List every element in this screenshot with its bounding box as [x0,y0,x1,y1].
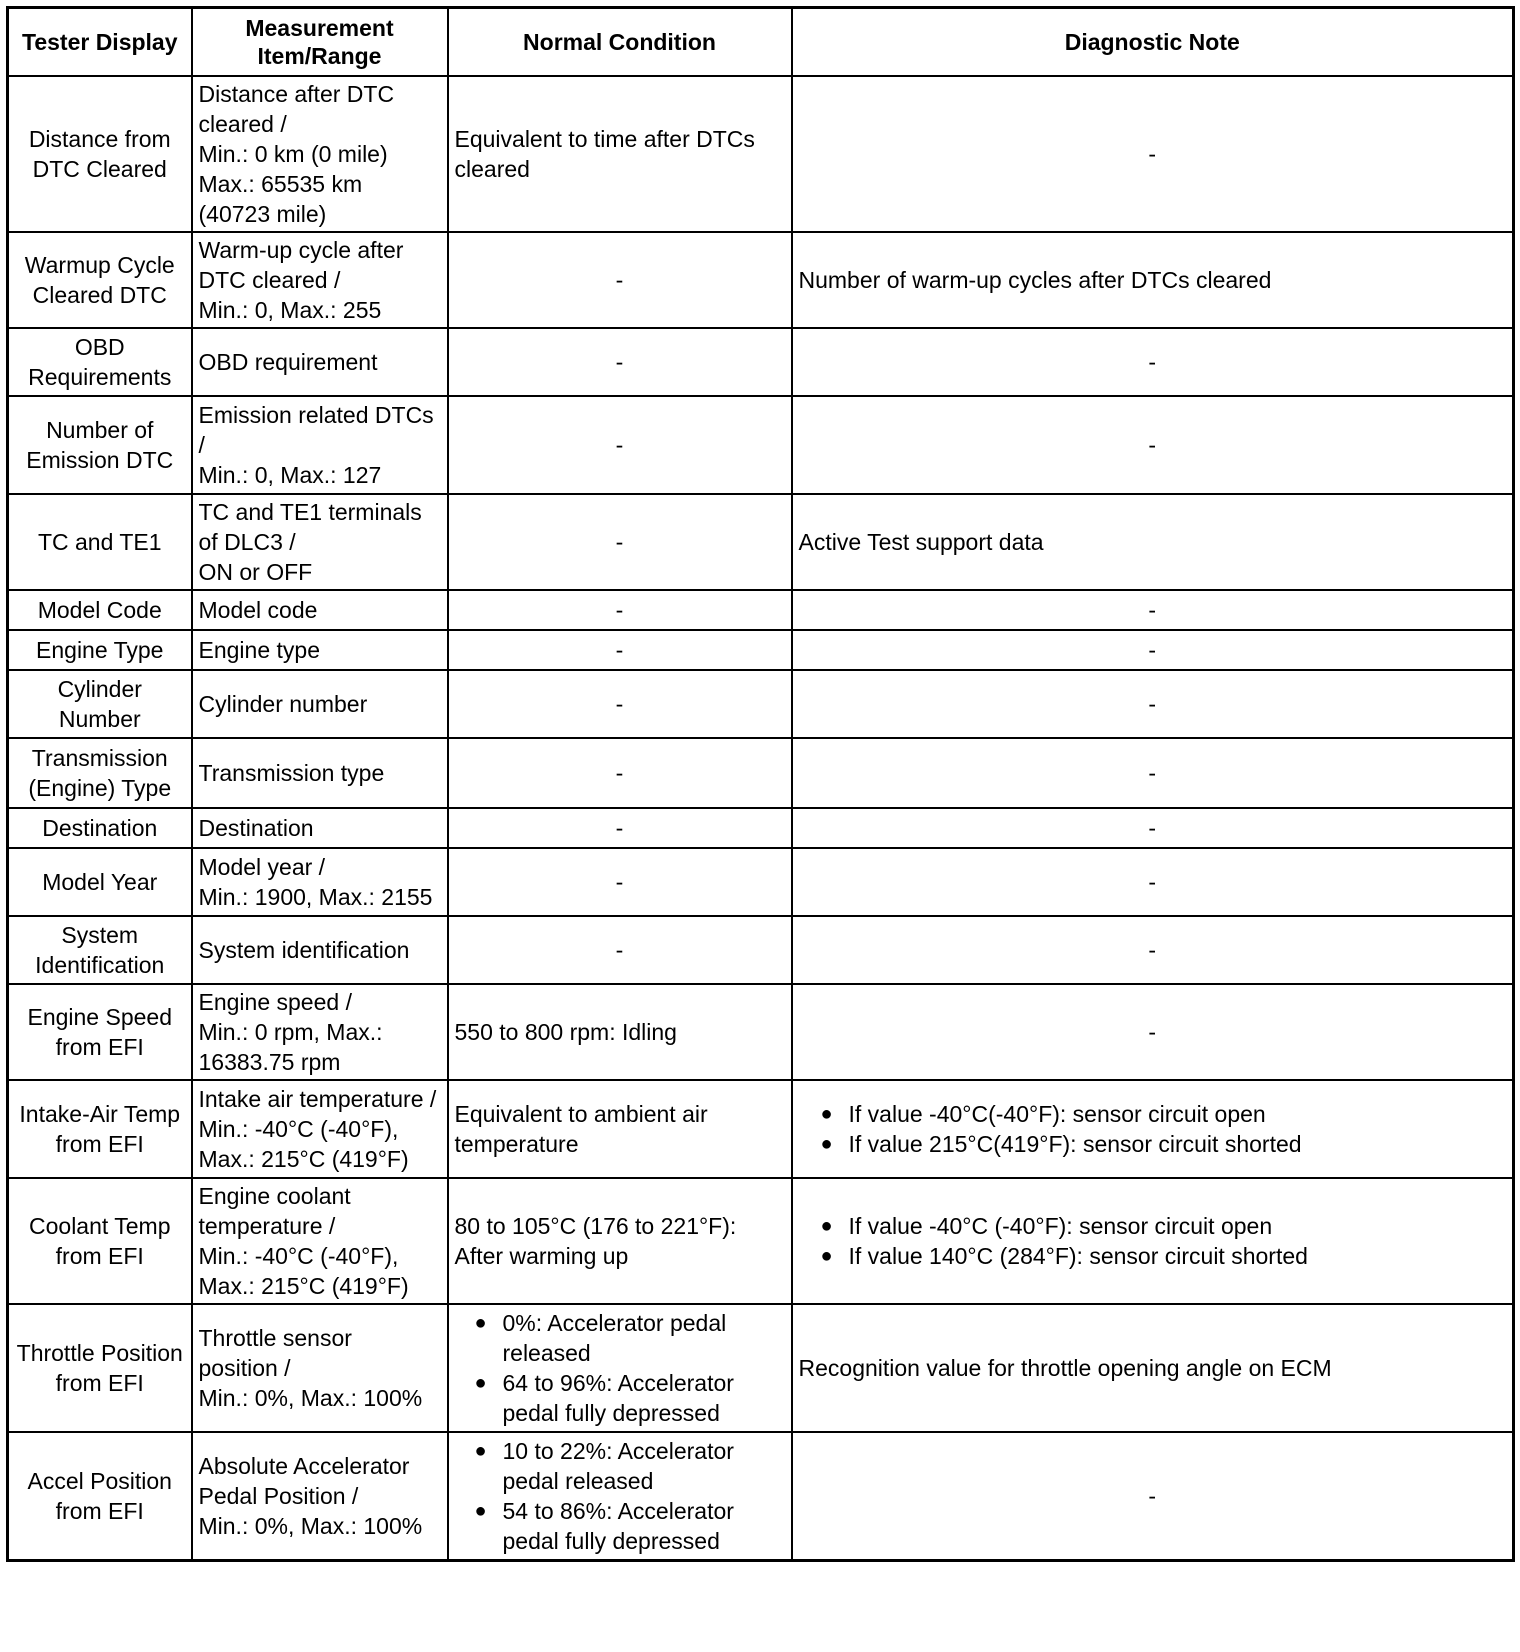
cell-line: Throttle sensor [198,1325,352,1351]
cell-tester-display [8,590,192,630]
cell-tester-display [8,328,192,396]
cell-diagnostic-note [792,590,1514,630]
cell-line: 550 to 800 rpm: Idling [454,1019,677,1045]
table-row [8,328,1514,396]
header-measurement-item [192,8,448,77]
cell-normal-condition [448,630,792,670]
cell-line: 80 to 105°C (176 to 221°F): [454,1213,737,1239]
cell-line: Engine coolant [198,1183,351,1209]
cell-line: Min.: 0%, Max.: 100% [198,1512,423,1539]
bullet-item: ● If value -40°C(-40°F): sensor circuit open [799,1099,1507,1129]
cell-diagnostic-note [792,328,1514,396]
cell-normal-condition [448,494,792,590]
table-row [8,590,1514,630]
table-row [8,630,1514,670]
cell-line: - [1148,869,1157,895]
bullet-line: pedal released [502,1467,654,1494]
cell-line: Recognition value for throttle opening angle on ECM [798,1355,1332,1381]
cell-tester-display [8,984,192,1080]
cell-line: - [1148,691,1157,717]
cell-measurement-range [192,630,448,670]
table-row [8,1304,1514,1432]
cell-line: Max.: 215°C (419°F) [198,1146,409,1172]
cell-line: - [615,432,624,458]
cell-line: Min.: 0, Max.: 255 [198,297,382,323]
cell-line: DTC Cleared [32,156,167,182]
cell-line: Number of warm-up cycles after DTCs cleared [798,267,1272,293]
cell-line: System [61,922,139,948]
cell-line: / [198,432,205,458]
cell-line: - [615,815,624,841]
cell-line: - [615,267,624,293]
table-row [8,848,1514,916]
cell-line: - [1148,1019,1157,1045]
cell-diagnostic-note [792,916,1514,984]
bullet-item: ● If value -40°C (-40°F): sensor circuit open [799,1211,1507,1241]
cell-line: from EFI [55,1034,144,1060]
bullet-line: released [502,1340,591,1366]
cell-measurement-range [192,76,448,232]
cell-tester-display [8,630,192,670]
cell-line: Engine type [198,637,320,663]
cell-tester-display [8,1080,192,1178]
table-row [8,494,1514,590]
cell-line: from EFI [55,1131,144,1157]
bullet-line: ● 64 to 96%: Accelerator [502,1370,734,1396]
bullet-line: pedal fully depressed [502,1400,720,1426]
cell-line: Intake air temperature / [198,1086,437,1112]
bullet-item [455,1368,785,1428]
cell-diagnostic-note [792,1080,1514,1178]
spec-sheet [6,6,1512,1562]
cell-normal-condition [448,1080,792,1178]
cell-tester-display [8,396,192,494]
bullet-line: ● 10 to 22%: Accelerator [502,1437,734,1464]
cell-line: Requirements [28,364,172,390]
cell-measurement-range [192,916,448,984]
cell-line: Max.: 65535 km [198,171,363,197]
cell-line: DTC cleared / [198,267,341,293]
header-row [8,8,1514,77]
cell-line: Model Year [42,869,158,895]
bullet-line: ● 54 to 86%: Accelerator [502,1497,734,1524]
cell-line: Engine speed / [198,989,352,1015]
cell-line: Destination [198,815,314,841]
cell-measurement-range [192,738,448,808]
cell-line: from EFI [55,1243,144,1269]
cell-normal-condition [448,590,792,630]
cell-diagnostic-note [792,1178,1514,1304]
cell-line: Distance from [28,126,171,152]
cell-tester-display [8,916,192,984]
cell-measurement-range [192,396,448,494]
cell-line: - [615,760,624,786]
cell-tester-display [8,1178,192,1304]
cell-line: Emission related DTCs [198,402,434,428]
cell-diagnostic-note [792,738,1514,808]
cell-measurement-range [192,590,448,630]
cell-line: Min.: 0 rpm, Max.: [198,1019,383,1045]
cell-line: ON or OFF [198,559,313,585]
cell-line: - [615,691,624,717]
cell-line: Emission DTC [26,447,174,473]
cell-line: TC and TE1 [37,529,162,555]
cell-line: Throttle Position [16,1340,183,1366]
cell-measurement-range [192,808,448,848]
header-measurement-line: Item/Range [257,43,382,69]
cell-diagnostic-note [792,848,1514,916]
data-list-table [6,6,1515,1562]
cell-line: Cylinder [57,676,142,702]
cell-line: Engine Speed [27,1004,172,1030]
table-row [8,232,1514,328]
cell-line: of DLC3 / [198,529,296,555]
bullet-list [455,1308,785,1428]
cell-line: Model Code [37,597,162,623]
cell-line: System identification [198,937,410,963]
cell-normal-condition [448,984,792,1080]
cell-diagnostic-note [792,808,1514,848]
cell-line: OBD [74,334,125,360]
cell-line: Active Test support data [798,529,1044,555]
cell-line: Transmission type [198,760,385,786]
cell-tester-display [8,1432,192,1560]
bullet-item: ● If value 215°C(419°F): sensor circuit shorted [799,1129,1507,1159]
table-body [8,76,1514,1560]
cell-diagnostic-note [792,396,1514,494]
cell-line: Min.: -40°C (-40°F), [198,1116,399,1142]
cell-measurement-range [192,1080,448,1178]
cell-normal-condition [448,1304,792,1432]
cell-line: Cleared DTC [32,282,167,308]
cell-line: Distance after DTC [198,81,395,107]
cell-diagnostic-note [792,1432,1514,1560]
cell-line: - [615,529,624,555]
table-row [8,396,1514,494]
cell-normal-condition [448,848,792,916]
cell-line: - [615,597,624,623]
cell-line: temperature / [198,1213,336,1239]
cell-line: Max.: 215°C (419°F) [198,1273,409,1299]
cell-line: Number of [46,417,154,443]
cell-measurement-range [192,848,448,916]
cell-line: temperature [454,1131,579,1157]
cell-line: OBD requirement [198,349,378,375]
cell-diagnostic-note [792,984,1514,1080]
cell-line: Destination [42,815,158,841]
cell-line: - [1148,349,1157,375]
cell-line: Intake-Air Temp [19,1101,181,1127]
cell-line: from EFI [55,1370,144,1396]
header-normal-condition: Normal Condition [448,8,792,77]
cell-diagnostic-note [792,1304,1514,1432]
cell-line: Number [58,706,141,732]
cell-measurement-range [192,1432,448,1560]
cell-tester-display [8,76,192,232]
cell-line: Transmission [31,745,168,771]
cell-line: Pedal Position / [198,1482,359,1509]
table-row [8,1178,1514,1304]
cell-measurement-range [192,670,448,738]
cell-line: - [615,869,624,895]
cell-line: - [1148,141,1157,167]
cell-line: Model code [198,597,318,623]
cell-diagnostic-note [792,670,1514,738]
cell-line: cleared [454,156,530,182]
cell-line: Identification [35,952,165,978]
cell-normal-condition [448,232,792,328]
table-row [8,984,1514,1080]
table-row [8,916,1514,984]
bullet-list [799,1099,1507,1159]
cell-diagnostic-note [792,76,1514,232]
bullet-list [799,1211,1507,1271]
cell-line: Cylinder number [198,691,368,717]
cell-line: Min.: 0, Max.: 127 [198,462,382,488]
cell-line: Warm-up cycle after [198,237,404,263]
cell-normal-condition [448,396,792,494]
cell-line: Accel Position [27,1467,172,1494]
cell-line: Engine Type [36,637,164,663]
cell-line: position / [198,1355,291,1381]
cell-line: - [1148,760,1157,786]
table-row [8,670,1514,738]
cell-line: Min.: -40°C (-40°F), [198,1243,399,1269]
cell-line: from EFI [55,1497,144,1524]
cell-normal-condition [448,1178,792,1304]
cell-line: - [1148,937,1157,963]
cell-line: cleared / [198,111,287,137]
header-measurement-line: Measurement [245,15,394,41]
cell-measurement-range [192,328,448,396]
bullet-list [455,1436,785,1556]
cell-tester-display [8,494,192,590]
cell-measurement-range [192,494,448,590]
cell-measurement-range [192,984,448,1080]
cell-tester-display [8,808,192,848]
table-row [8,76,1514,232]
cell-measurement-range [192,1178,448,1304]
cell-line: - [1148,815,1157,841]
cell-line: Min.: 0%, Max.: 100% [198,1385,423,1411]
cell-normal-condition [448,808,792,848]
bullet-item: ● If value 140°C (284°F): sensor circuit shorted [799,1241,1507,1271]
cell-line: - [615,937,624,963]
header-tester-display: Tester Display [8,8,192,77]
cell-line: Model year / [198,854,326,880]
cell-measurement-range [192,232,448,328]
cell-diagnostic-note [792,232,1514,328]
bullet-item [455,1436,785,1496]
cell-tester-display [8,738,192,808]
cell-line: (40723 mile) [198,201,327,227]
cell-line: (Engine) Type [28,775,172,801]
cell-tester-display [8,232,192,328]
bullet-line: pedal fully depressed [502,1527,720,1554]
cell-line: Warmup Cycle [24,252,175,278]
cell-diagnostic-note [792,494,1514,590]
cell-normal-condition [448,328,792,396]
cell-normal-condition [448,76,792,232]
table-row [8,1432,1514,1560]
cell-normal-condition [448,1432,792,1560]
bullet-item [455,1496,785,1556]
cell-line: Min.: 1900, Max.: 2155 [198,884,433,910]
table-row [8,808,1514,848]
bullet-line: ● 0%: Accelerator pedal [502,1310,727,1336]
cell-tester-display [8,1304,192,1432]
bullet-item [455,1308,785,1368]
cell-line: Equivalent to time after DTCs [454,126,755,152]
cell-line: Equivalent to ambient air [454,1101,708,1127]
cell-tester-display [8,848,192,916]
cell-measurement-range [192,1304,448,1432]
cell-line: - [1148,432,1157,458]
cell-line: - [1148,1482,1157,1509]
cell-line: 16383.75 rpm [198,1049,341,1075]
table-row [8,1080,1514,1178]
cell-normal-condition [448,670,792,738]
cell-line: Min.: 0 km (0 mile) [198,141,388,167]
cell-line: - [1148,597,1157,623]
header-diagnostic-note: Diagnostic Note [792,8,1514,77]
cell-line: - [615,637,624,663]
cell-line: After warming up [454,1243,629,1269]
cell-diagnostic-note [792,630,1514,670]
cell-line: Coolant Temp [29,1213,171,1239]
cell-normal-condition [448,738,792,808]
cell-tester-display [8,670,192,738]
cell-line: Absolute Accelerator [198,1452,410,1479]
cell-line: TC and TE1 terminals [198,499,422,525]
cell-line: - [615,349,624,375]
cell-line: - [1148,637,1157,663]
cell-normal-condition [448,916,792,984]
table-row [8,738,1514,808]
